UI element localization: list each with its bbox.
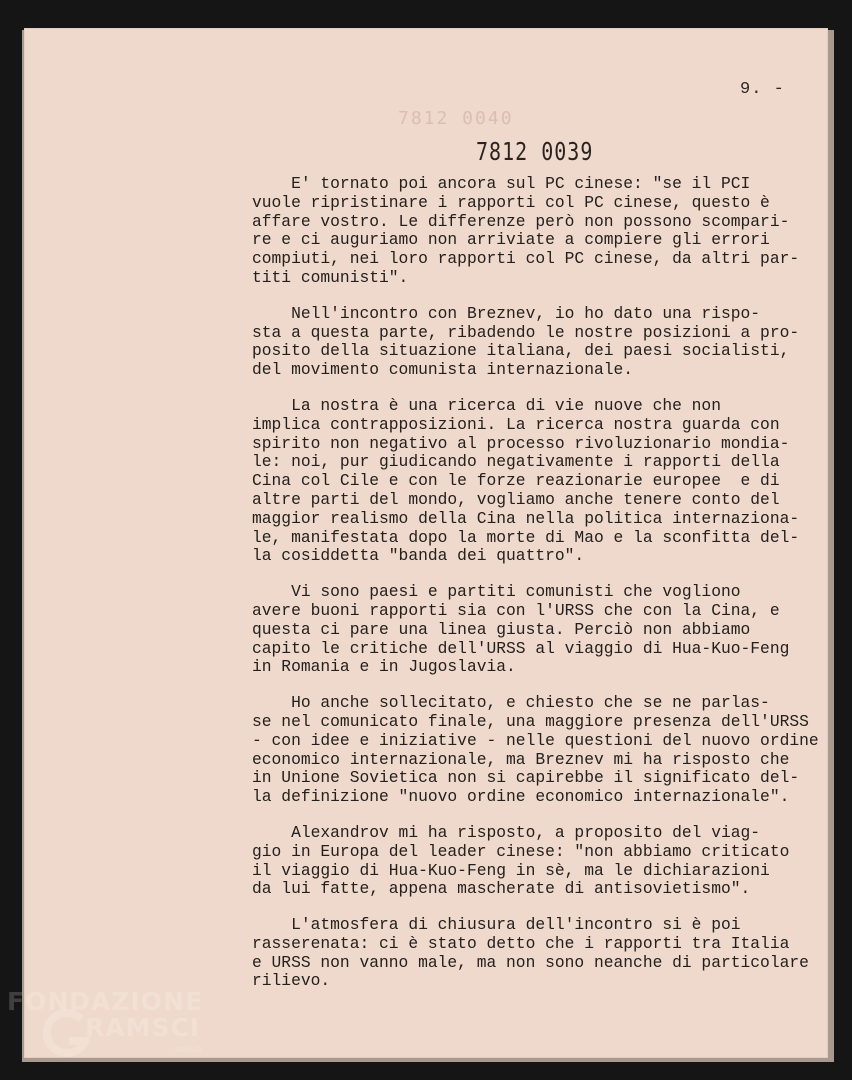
text-line: compiuti, nei loro rapporti col PC cinese, da altri par- [252,249,800,269]
text-line: il viaggio di Hua-Kuo-Feng in sè, ma le dichiarazioni [252,860,770,880]
text-line: L'atmosfera di chiusura dell'incontro si è poi [252,915,741,935]
text-line: Ho anche sollecitato, e chiesto che se ne parlas- [252,693,770,713]
text-line: del movimento comunista internazionale. [252,360,634,380]
text-line: le, manifestata dopo la morte di Mao e la sconfitta del- [252,527,800,547]
paragraph [252,175,822,288]
text-line: La nostra è una ricerca di vie nuove che non [252,395,721,415]
text-line: implica contrapposizioni. La ricerca nostra guarda con [252,414,780,434]
text-line: altre parti del mondo, vogliamo anche tenere conto del [252,489,780,509]
text-line: Alexandrov mi ha risposto, a proposito del viag- [252,822,761,842]
text-line: se nel comunicato finale, una maggiore presenza dell'URSS [252,711,809,731]
text-line: E' tornato poi ancora sul PC cinese: "se il PCI [252,174,751,193]
fondazione-gramsci-watermark [5,985,215,1075]
paragraph [252,305,822,380]
watermark-line1: FONDAZIONE [7,987,204,1016]
paragraph [252,583,822,677]
text-line: da lui fatte, appena mascherate di antisovietismo". [252,879,751,899]
text-line: vuole ripristinare i rapporti col PC cinese, questo è [252,192,770,212]
text-line: questa ci pare una linea giusta. Perciò non abbiamo [252,619,751,639]
text-line: sta a questa parte, ribadendo le nostre posizioni a pro- [252,322,800,342]
text-line: rasserenata: ci è stato detto che i rapporti tra Italia [252,933,790,953]
watermark-line2: RAMSCI [85,1013,201,1042]
text-line: in Romania e in Jugoslavia. [252,657,516,677]
bleed-through-code: 7812 0040 [398,108,514,129]
text-line: economico internazionale, ma Breznev mi ha risposto che [252,749,790,769]
text-line: titi comunisti". [252,267,409,287]
page-number: 9. - [740,80,785,99]
text-line: e URSS non vanno male, ma non sono neanche di particolare [252,952,809,972]
text-line: posito della situazione italiana, dei paesi socialisti, [252,341,790,361]
paragraph [252,397,822,566]
document-page [24,28,828,1058]
text-line: le: noi, pur giudicando negativamente i rapporti della [252,452,780,472]
text-line: in Unione Sovietica non si capirebbe il significato del- [252,768,800,788]
text-line: Cina col Cile e con le forze reazionarie europee e di [252,471,780,491]
text-line: la cosiddetta "banda dei quattro". [252,546,585,566]
text-line: - con idee e iniziative - nelle questioni del nuovo ordine [252,730,819,750]
watermark-sub: onlus [175,1044,202,1055]
text-line: gio in Europa del leader cinese: "non abbiamo criticato [252,841,790,861]
text-line: avere buoni rapporti sia con l'URSS che con la Cina, e [252,600,780,620]
text-line: re e ci auguriamo non arriviate a compiere gli errori [252,230,770,250]
text-line: Vi sono paesi e partiti comunisti che vogliono [252,582,741,602]
text-line: rilievo. [252,971,331,991]
document-code: 7812 0039 [476,136,594,166]
text-line: Nell'incontro con Breznev, io ho dato una rispo- [252,303,761,323]
text-line: spirito non negativo al processo rivoluzionario mondia- [252,433,790,453]
document-body [252,175,822,1008]
paragraph [252,824,822,899]
text-line: la definizione "nuovo ordine economico internazionale". [252,787,790,807]
paragraph [252,916,822,991]
text-line: affare vostro. Le differenze però non possono scompari- [252,211,790,231]
text-line: maggior realismo della Cina nella politica internaziona- [252,508,800,528]
text-line: capito le critiche dell'URSS al viaggio di Hua-Kuo-Feng [252,638,790,658]
paragraph [252,694,822,807]
